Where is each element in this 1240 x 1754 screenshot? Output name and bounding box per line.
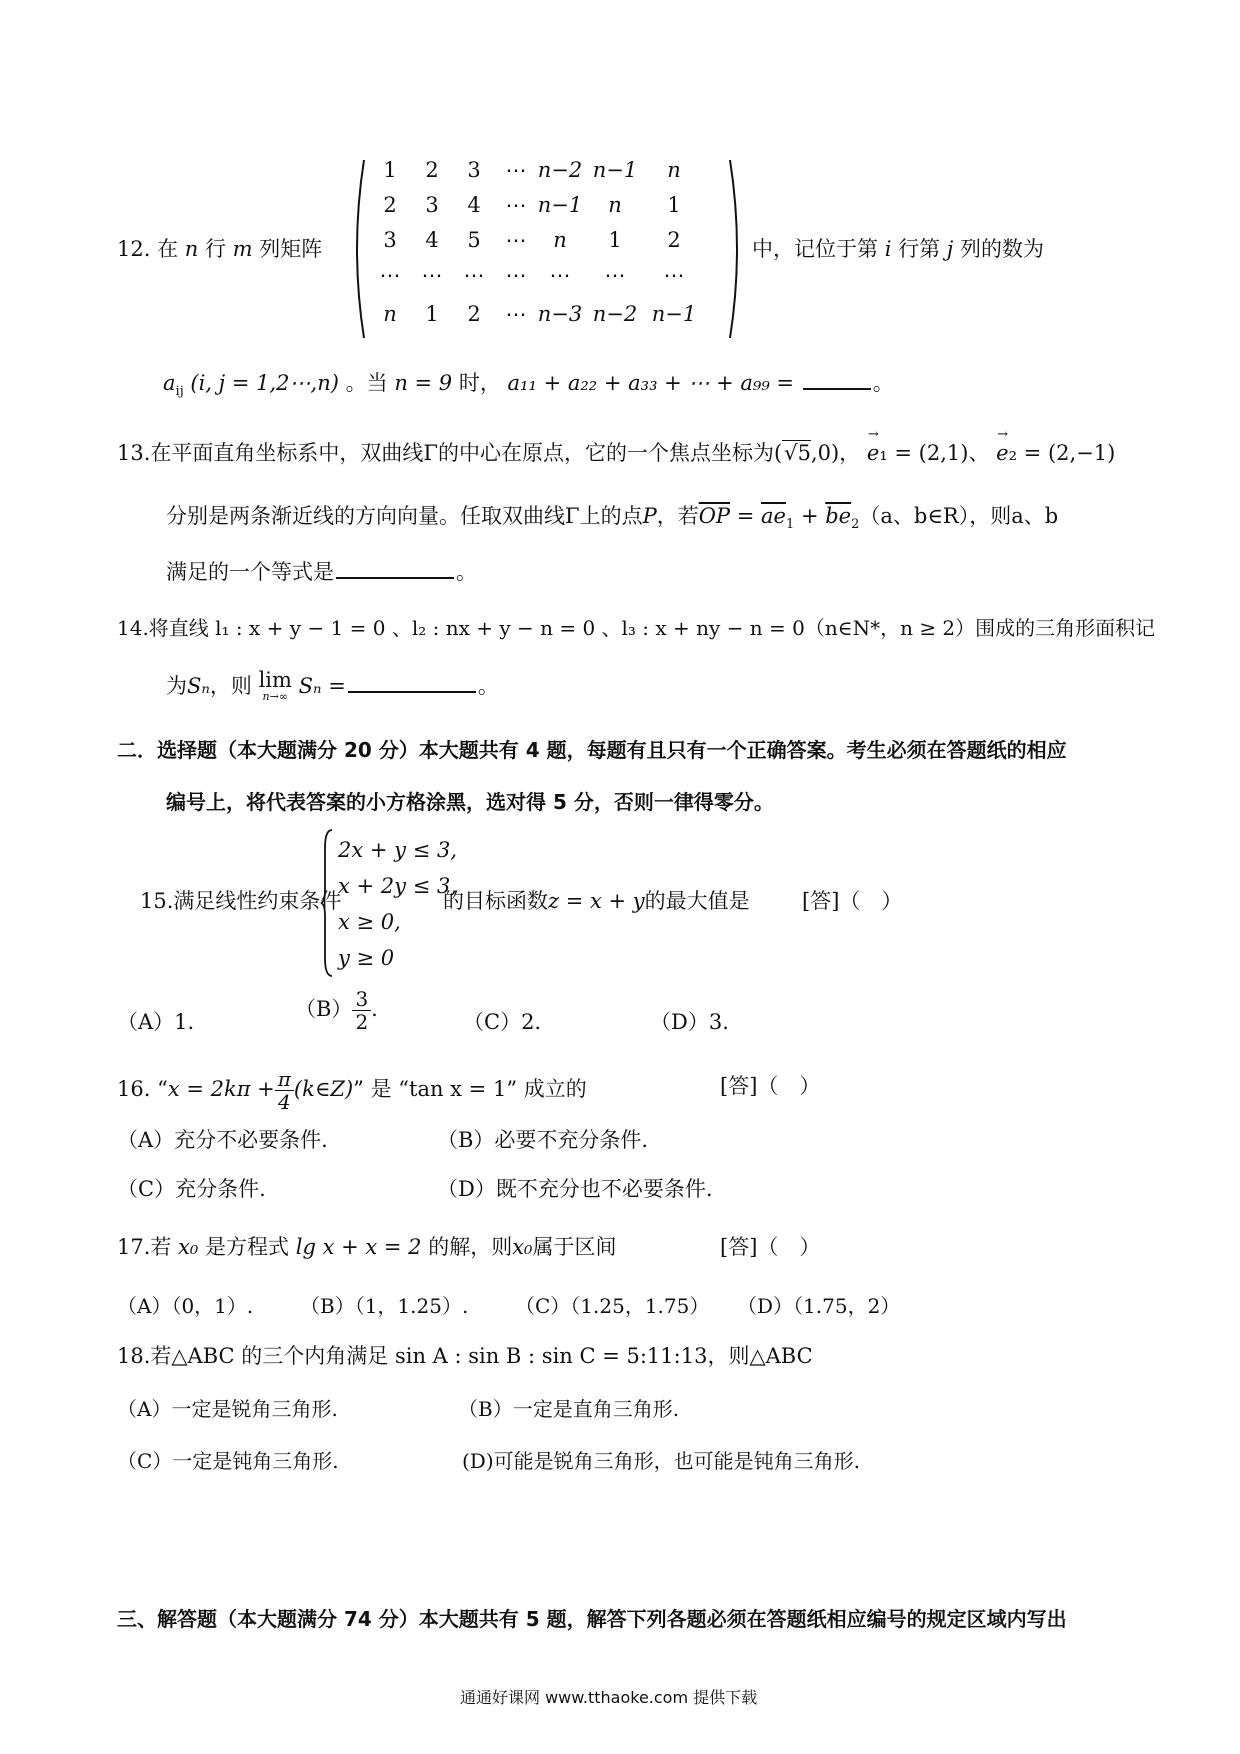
matrix-cell: ⋯	[505, 228, 527, 252]
q14-limit	[259, 670, 292, 702]
matrix-cell: 4	[425, 228, 439, 252]
q18-option-b[interactable]: （B）一定是直角三角形.	[458, 1397, 680, 1421]
q15-end: 的最大值是	[644, 889, 750, 913]
q13-line1-b: ,0)，	[810, 441, 861, 465]
q13-line2	[166, 500, 1058, 532]
matrix-cell: 5	[467, 228, 481, 252]
q15-option-b-frac	[352, 988, 371, 1033]
q15-stem-end	[443, 885, 750, 915]
q17-stem	[117, 1231, 616, 1261]
q12-n: n	[184, 237, 199, 261]
matrix-cell: ⋯	[604, 263, 626, 287]
q16-tan: tan x = 1	[409, 1077, 507, 1101]
q13-plus: +	[794, 504, 826, 528]
q16-frac-den: 4	[277, 1090, 291, 1114]
q15-option-c[interactable]: （C）2.	[463, 1010, 542, 1034]
q12-when: 。当	[345, 371, 388, 395]
matrix-cell: ⋯	[463, 263, 485, 287]
q13-answer-blank[interactable]	[336, 559, 454, 579]
q15-option-b-num: 3	[352, 988, 371, 1011]
q13-OP: $\overline{OP}$	[698, 504, 731, 528]
matrix-cell: 2	[425, 158, 439, 182]
page-footer: 通通好课网 www.tthaoke.com 提供下载	[460, 1688, 758, 1707]
q13-sqrt: √5	[784, 441, 811, 465]
q17-end-a: 的解，则	[428, 1235, 513, 1259]
q18-option-d[interactable]: (D)可能是锐角三角形，也可能是钝角三角形.	[462, 1449, 860, 1473]
q14-line2-end: 。	[477, 674, 499, 698]
matrix-cell: 2	[667, 228, 681, 252]
q13-line1	[117, 437, 1115, 467]
q14-Sn: Sₙ	[187, 674, 210, 698]
q13-e2: → e	[996, 441, 1008, 465]
q12-a-sub: ij	[175, 384, 184, 400]
section2-line2: 编号上，将代表答案的小方格涂黑，选对得 5 分，否则一律得零分。	[166, 790, 774, 814]
q15-mid: 的目标函数	[443, 889, 548, 913]
q15-constraint-3: x ≥ 0,	[338, 910, 401, 934]
q14-lim-sub: n→∞	[262, 690, 288, 703]
matrix-cell: 3	[425, 193, 439, 217]
q17-x0b: x₀	[512, 1235, 533, 1259]
matrix-cell: ⋯	[505, 302, 527, 326]
q14-answer-blank[interactable]	[348, 673, 476, 693]
q17-option-c[interactable]: （C）（1.25，1.75）	[515, 1294, 710, 1318]
matrix-cell: ⋯	[421, 263, 443, 287]
q12-sum: a₁₁ + a₂₂ + a₃₃ + ⋯ + a₉₉ =	[507, 371, 795, 395]
q16-prefix: 16. “	[117, 1077, 168, 1101]
q15-option-a[interactable]: （A）1.	[117, 1010, 195, 1034]
matrix-cell: ⋯	[505, 158, 527, 182]
q12-answer-blank[interactable]	[803, 370, 871, 390]
q14-line2	[166, 670, 499, 702]
q15-answer-box[interactable]: [答]（ ）	[802, 889, 903, 913]
q15-constraint-2: x + 2y ≤ 3,	[338, 874, 457, 898]
q12-j: j	[946, 237, 954, 261]
q12-cols-label: 列矩阵	[259, 237, 323, 261]
q13-line2-b: ，若	[656, 504, 699, 528]
q13-P: P	[642, 504, 657, 528]
q16-answer-box[interactable]: [答]（ ）	[720, 1074, 821, 1098]
matrix-cell: 1	[425, 302, 439, 326]
matrix-cell: n	[667, 158, 681, 182]
matrix-cell: n	[608, 193, 622, 217]
q12-time: 时，	[458, 371, 501, 395]
q17-eq: lg x + x = 2	[295, 1235, 422, 1259]
q18-stem: 18.若△ABC 的三个内角满足 sin A : sin B : sin C = 5:11:13，则△ABC	[117, 1344, 813, 1368]
matrix-cell: n−2	[592, 302, 638, 326]
matrix-cell: 3	[467, 158, 481, 182]
q17-answer-box[interactable]: [答]（ ）	[720, 1235, 821, 1259]
q16-expr-a: x = 2kπ +	[167, 1077, 275, 1101]
q15-constraint-4: y ≥ 0	[338, 946, 395, 970]
q15-option-b[interactable]	[295, 988, 378, 1033]
q13-sqrt-value: 5	[797, 441, 811, 465]
matrix-cell: n−1	[592, 158, 638, 182]
q12-prefix: 12. 在	[117, 237, 179, 261]
q14-line2-b: ，则	[209, 674, 252, 698]
q12-i: i	[884, 237, 892, 261]
q13-e1: → e	[867, 441, 879, 465]
q15-constraints	[338, 832, 457, 976]
q12-line1-end	[752, 233, 1044, 263]
q15-option-b-dot: .	[371, 997, 378, 1021]
matrix-cell: n	[553, 228, 567, 252]
matrix-cell: ⋯	[549, 263, 571, 287]
q17-prefix: 17.若	[117, 1235, 172, 1259]
q13-be2: $\overline{be}$	[825, 504, 852, 528]
q15-prefix: 15.满足线性约束条件	[140, 889, 342, 913]
section3-line1: 三、解答题（本大题满分 74 分）本大题共有 5 题，解答下列各题必须在答题纸相应编号的规定区域内写出	[117, 1607, 1067, 1631]
q15-option-d[interactable]: （D）3.	[650, 1010, 729, 1034]
q12-m: m	[232, 237, 253, 261]
q14-line1: 14.将直线 l₁ : x + y − 1 = 0 、l₂ : nx + y − n = 0 、l₃ : x + ny − n = 0（n∈N*，n ≥ 2）围成的三角形面积记	[117, 616, 1156, 640]
q17-option-a[interactable]: （A）（0，1）.	[117, 1294, 254, 1318]
q13-be2-sub: 2	[851, 517, 860, 533]
q13-line1-a: 13.在平面直角坐标系中，双曲线Γ的中心在原点，它的一个焦点坐标为(	[117, 441, 783, 465]
matrix-cell: ⋯	[505, 193, 527, 217]
q15-constraint-1: 2x + y ≤ 3,	[338, 838, 457, 862]
q17-option-d[interactable]: （D）（1.75，2）	[737, 1294, 901, 1318]
q17-end-b: 属于区间	[532, 1235, 617, 1259]
matrix-cell: 1	[608, 228, 622, 252]
q18-option-a[interactable]: （A）一定是锐角三角形.	[117, 1397, 338, 1421]
q16-frac-num: π	[275, 1068, 294, 1091]
q16-option-d[interactable]: （D）既不充分也不必要条件.	[437, 1177, 713, 1201]
matrix-cell: 1	[383, 158, 397, 182]
q12-line2-end: 。	[872, 371, 894, 395]
q15-brace	[320, 828, 334, 978]
matrix-cell: ⋯	[379, 263, 401, 287]
matrix-cell: 3	[383, 228, 397, 252]
q12-a: a	[163, 371, 176, 395]
q16-stem	[117, 1068, 587, 1113]
q12-end: 列的数为	[959, 237, 1044, 261]
matrix-cell: 1	[667, 193, 681, 217]
matrix-cell: n−1	[537, 193, 583, 217]
matrix-cell: n−2	[537, 158, 583, 182]
q13-ae1: $\overline{ae}$	[761, 504, 786, 528]
q16-expr-b: (k∈Z)	[293, 1077, 354, 1101]
matrix-cell: n	[383, 302, 397, 326]
q17-mid: 是方程式	[205, 1235, 290, 1259]
q13-line3-text: 满足的一个等式是	[166, 560, 334, 584]
q12-cond: n = 9	[394, 371, 453, 395]
q12-line1	[117, 233, 322, 263]
matrix-cell: 2	[467, 302, 481, 326]
q16-mid: ” 是 “	[353, 1077, 409, 1101]
q16-end: ” 成立的	[506, 1077, 587, 1101]
q15-option-b-den: 2	[355, 1010, 369, 1034]
q12-row-word: 行第	[898, 237, 941, 261]
q13-equals: =	[730, 504, 762, 528]
q16-frac	[275, 1068, 294, 1113]
q13-line2-d: （a、b∈R），则a、b	[859, 504, 1059, 528]
matrix-cell: n−1	[651, 302, 697, 326]
q16-option-c[interactable]: （C）充分条件.	[117, 1177, 266, 1201]
q14-lim: lim	[258, 668, 292, 692]
q16-option-b[interactable]: （B）必要不充分条件.	[437, 1128, 649, 1152]
q16-option-a[interactable]: （A）充分不必要条件.	[117, 1128, 328, 1152]
q14-line2-a: 为	[166, 674, 187, 698]
matrix-cell: ⋯	[505, 263, 527, 287]
q17-x0: x₀	[178, 1235, 199, 1259]
q12-suffix: 中，记位于第	[752, 237, 878, 261]
q14-lim-S: Sₙ =	[298, 674, 346, 698]
q12-matrix	[352, 156, 742, 342]
q12-index-range: (i, j = 1,2⋯,n)	[190, 371, 339, 395]
q15-expr: z = x + y	[548, 889, 645, 913]
q13-e2-val: ₂ = (2,−1)	[1008, 441, 1116, 465]
q12-rows-label: 行	[204, 237, 226, 261]
q18-option-c[interactable]: （C）一定是钝角三角形.	[117, 1449, 339, 1473]
q13-ae1-sub: 1	[785, 517, 795, 533]
section2-line1: 二．选择题（本大题满分 20 分）本大题共有 4 题，每题有且只有一个正确答案。考生必须在答题纸的相应	[117, 738, 1067, 762]
matrix-cell: n−3	[537, 302, 583, 326]
q13-line2-a: 分别是两条渐近线的方向向量。任取双曲线Γ上的点	[166, 504, 643, 528]
q12-line2	[163, 367, 894, 399]
q17-option-b[interactable]: （B）（1，1.25）.	[300, 1294, 469, 1318]
matrix-cell: 4	[467, 193, 481, 217]
matrix-cell: 2	[383, 193, 397, 217]
q15-option-b-label: （B）	[295, 997, 353, 1021]
q13-line3	[166, 556, 477, 586]
q13-e1-val: ₁ = (2,1)、	[879, 441, 990, 465]
q13-line3-end: 。	[456, 560, 477, 584]
matrix-cell: ⋯	[663, 263, 685, 287]
